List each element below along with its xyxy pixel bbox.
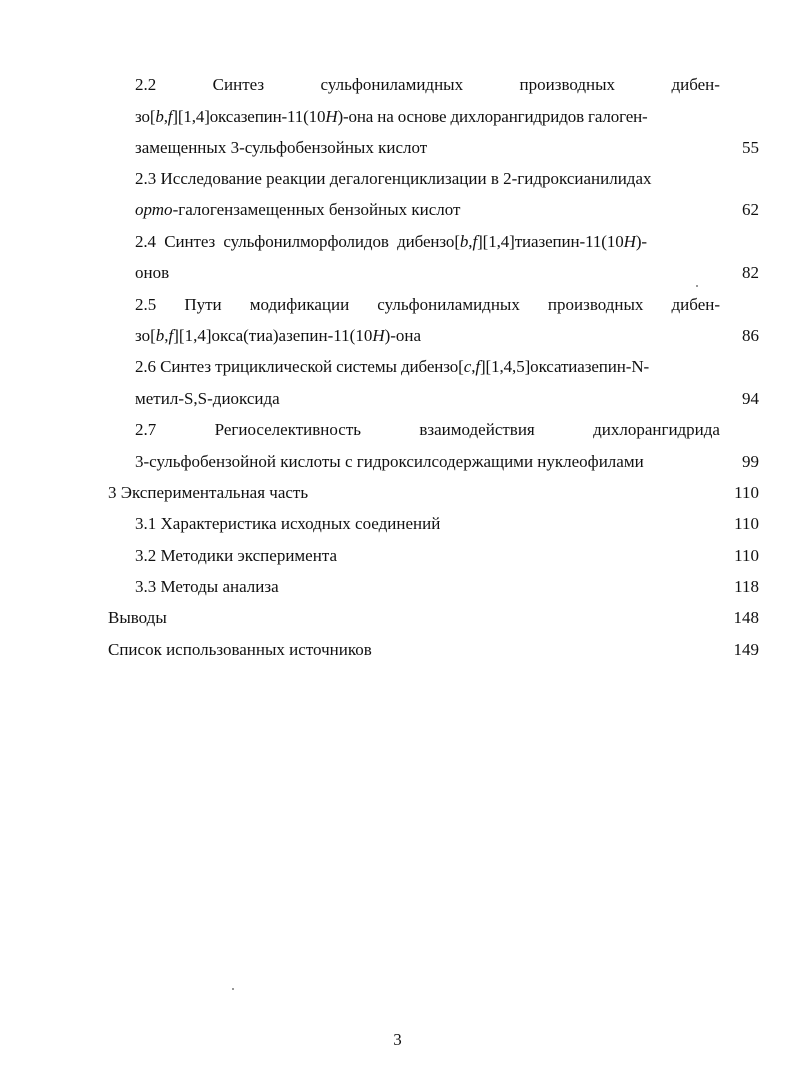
toc-entry-2-5-line1 — [135, 295, 720, 315]
toc-word: модификации — [249, 295, 350, 314]
toc-page-number: 86 — [742, 326, 759, 345]
toc-word: сульфониламидных — [377, 295, 520, 314]
toc-word: дибен- — [671, 295, 720, 314]
toc-word: производных — [547, 295, 644, 314]
toc-entry-2-5-line2: зо[b,f][1,4]окса(тиа)азепин-11(10H)-она — [135, 326, 422, 345]
toc-entry-2-6-line2: метил-S,S-диоксида — [135, 389, 280, 408]
toc-entry-2-7-line2: 3-сульфобензойной кислоты с гидроксилсодержащими нуклеофилами — [135, 452, 644, 471]
toc-entry-references: Список использованных источников — [108, 640, 372, 659]
toc-page-number: 110 — [734, 546, 759, 565]
toc-page-number: 94 — [742, 389, 759, 408]
toc-entry-2-4-line1: 2.4 Синтез сульфонилморфолидов дибензо[b,f][1,4]тиазепин-11(10H)- — [135, 232, 647, 251]
toc-entry-2-3-line1: 2.3 Исследование реакции дегалогенциклизации в 2-гидроксианилидах — [135, 169, 652, 188]
toc-page-number: 99 — [742, 452, 759, 471]
toc-entry-2-2-line3: замещенных 3-сульфобензойных кислот — [135, 138, 428, 157]
page-number: 3 — [393, 1030, 402, 1049]
toc-page-number: 149 — [733, 640, 759, 659]
toc-page-number: 148 — [733, 608, 759, 627]
toc-word: 2.2 — [135, 75, 157, 94]
toc-entry-3-3: 3.3 Методы анализа — [135, 577, 279, 596]
toc-word: Пути — [184, 295, 222, 314]
scan-speck — [696, 285, 698, 287]
toc-page-number: 110 — [734, 514, 759, 533]
toc-entry-2-4-line2: онов — [135, 263, 170, 282]
scan-speck — [232, 988, 234, 990]
toc-page-number: 55 — [742, 138, 759, 157]
toc-word: дихлорангидрида — [593, 420, 720, 439]
toc-word: Синтез — [212, 75, 265, 94]
toc-entry-2-3-line2: орто-галогензамещенных бензойных кислот — [135, 200, 461, 219]
toc-entry-2-2-line2: зо[b,f][1,4]оксазепин-11(10H)-она на основе дихлорангидридов галоген- — [135, 107, 648, 126]
toc-page-number: 82 — [742, 263, 759, 282]
toc-entry-2-2-line1 — [135, 75, 720, 95]
toc-word: дибен- — [671, 75, 720, 94]
toc-page-number: 62 — [742, 200, 759, 219]
toc-entry-2-7-line1 — [135, 420, 720, 440]
toc-entry-3-2: 3.2 Методики эксперимента — [135, 546, 338, 565]
toc-word: 2.5 — [135, 295, 157, 314]
toc-entry-3: 3 Экспериментальная часть — [108, 483, 309, 502]
toc-page-number: 118 — [734, 577, 759, 596]
toc-word: 2.7 — [135, 420, 157, 439]
toc-entry-conclusions: Выводы — [108, 608, 167, 627]
toc-word: Региоселективность — [214, 420, 362, 439]
toc-page-number: 110 — [734, 483, 759, 502]
toc-word: производных — [519, 75, 616, 94]
toc-word: взаимодействия — [419, 420, 535, 439]
toc-word: сульфониламидных — [320, 75, 464, 94]
toc-entry-2-6-line1: 2.6 Синтез трициклической системы дибензо[c,f][1,4,5]оксатиазепин-N- — [135, 357, 650, 376]
toc-entry-3-1: 3.1 Характеристика исходных соединений — [135, 514, 441, 533]
